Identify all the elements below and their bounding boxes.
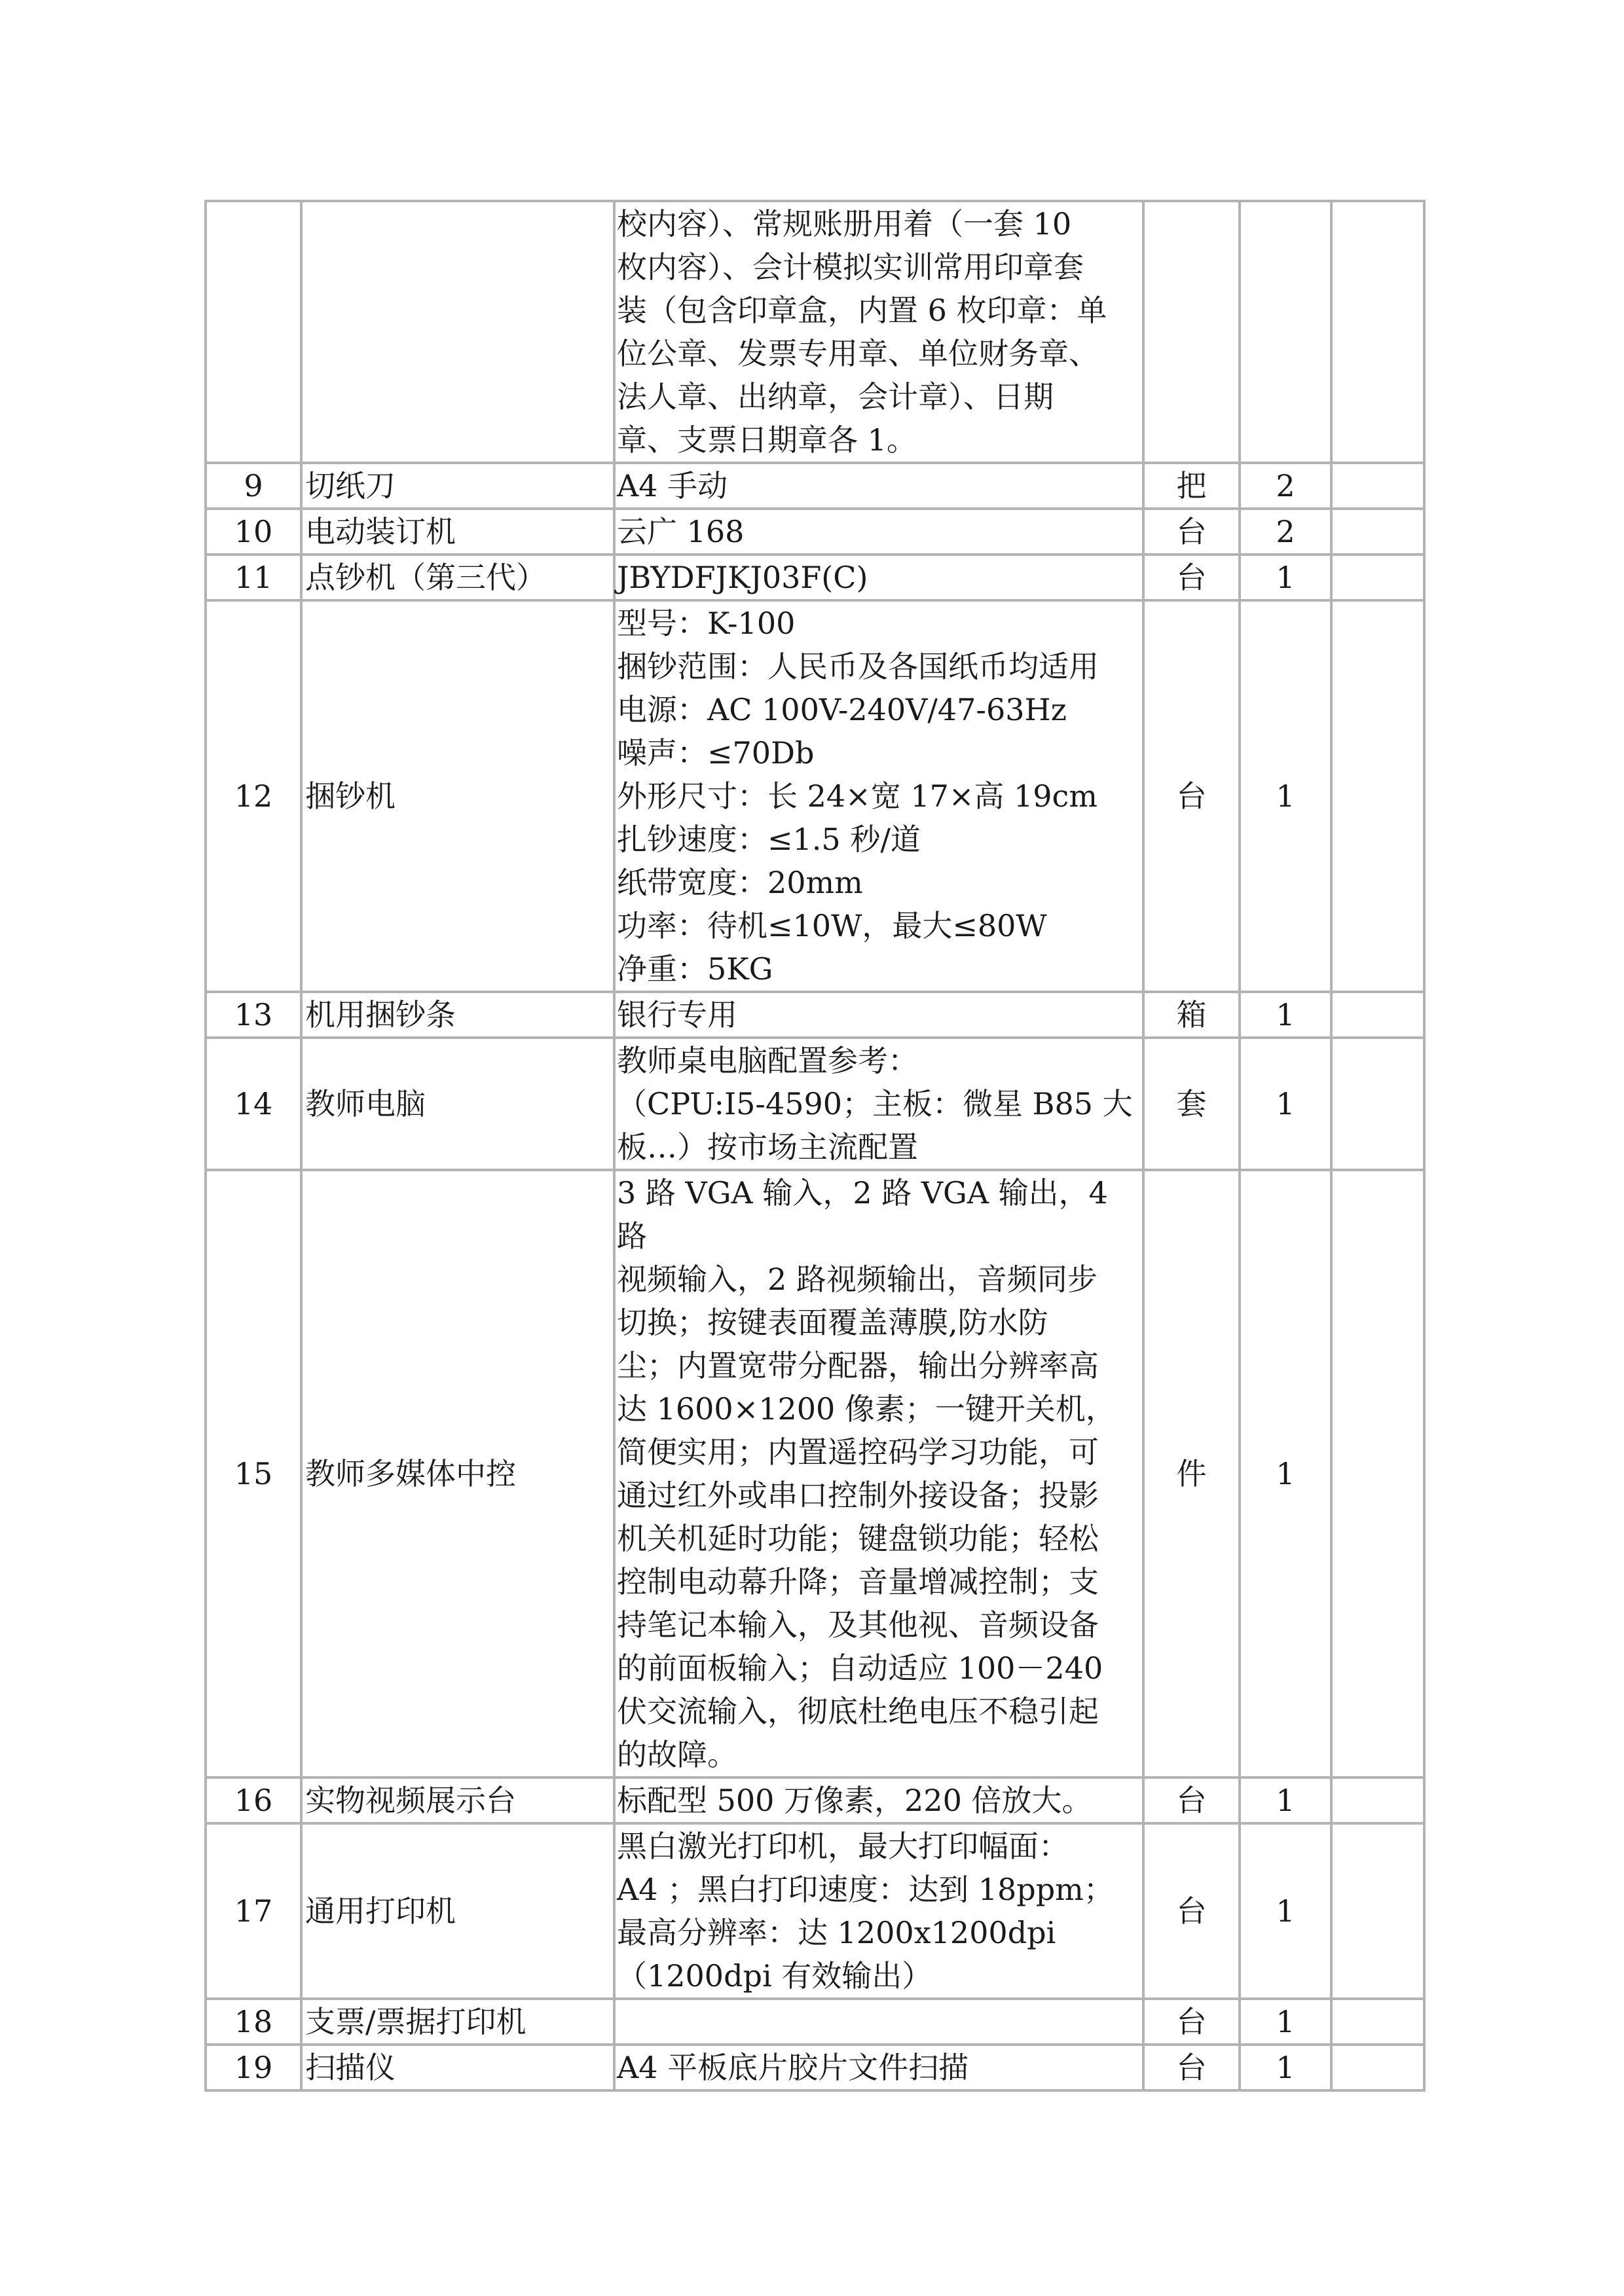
item-number-cell: 19 bbox=[206, 2045, 301, 2090]
spec-line: 枚内容）、会计模拟实训常用印章套 bbox=[617, 249, 1084, 285]
item-remark-cell bbox=[1331, 1999, 1424, 2045]
spec-line: 章、支票日期章各 1。 bbox=[617, 422, 917, 458]
item-name-cell: 扫描仪 bbox=[301, 2045, 614, 2090]
item-unit-cell: 把 bbox=[1143, 463, 1240, 509]
table-row bbox=[206, 1170, 1424, 1777]
item-number-cell: 11 bbox=[206, 555, 301, 600]
spec-line: 教师桌电脑配置参考： bbox=[617, 1043, 918, 1078]
item-remark-cell bbox=[1331, 463, 1424, 509]
table-row bbox=[206, 463, 1424, 509]
item-remark-cell bbox=[1331, 2045, 1424, 2090]
item-unit-cell: 台 bbox=[1143, 509, 1240, 555]
spec-line: 标配型 500 万像素，220 倍放大。 bbox=[617, 1783, 1092, 1818]
item-number-cell: 10 bbox=[206, 509, 301, 555]
item-spec-cell bbox=[614, 1823, 1143, 1999]
spec-line: 纸带宽度：20mm bbox=[617, 865, 863, 900]
spec-line: 持笔记本输入，及其他视、音频设备 bbox=[617, 1607, 1099, 1643]
item-spec-cell bbox=[614, 1038, 1143, 1170]
spec-line: JBYDFJKJ03F(C) bbox=[617, 560, 868, 595]
item-name-cell: 切纸刀 bbox=[301, 463, 614, 509]
table-row bbox=[206, 1777, 1424, 1823]
spec-line: 的故障。 bbox=[617, 1737, 737, 1772]
spec-line: 扎钞速度：≤1.5 秒/道 bbox=[617, 822, 921, 857]
item-spec-cell bbox=[614, 555, 1143, 600]
spec-line: 控制电动幕升降；音量增减控制；支 bbox=[617, 1564, 1099, 1599]
spec-line: 切换；按键表面覆盖薄膜,防水防 bbox=[617, 1305, 1048, 1340]
spec-line: 视频输入，2 路视频输出，音频同步 bbox=[617, 1262, 1098, 1297]
spec-line: 的前面板输入；自动适应 100－240 bbox=[617, 1650, 1103, 1686]
item-unit-cell: 台 bbox=[1143, 1823, 1240, 1999]
item-name-cell: 通用打印机 bbox=[301, 1823, 614, 1999]
spec-line: 机关机延时功能；键盘锁功能；轻松 bbox=[617, 1521, 1099, 1556]
table-row bbox=[206, 201, 1424, 463]
spec-line: 伏交流输入，彻底杜绝电压不稳引起 bbox=[617, 1694, 1099, 1729]
item-spec-cell bbox=[614, 509, 1143, 555]
item-number-cell: 16 bbox=[206, 1777, 301, 1823]
table-row bbox=[206, 555, 1424, 600]
item-number-cell bbox=[206, 201, 301, 463]
item-spec-cell bbox=[614, 992, 1143, 1038]
item-number-cell: 15 bbox=[206, 1170, 301, 1777]
spec-line: 装（包含印章盒，内置 6 枚印章：单 bbox=[617, 293, 1107, 328]
spec-line: 噪声：≤70Db bbox=[617, 735, 815, 771]
spec-line: 板…）按市场主流配置 bbox=[617, 1129, 918, 1165]
spec-line: A4 平板底片胶片文件扫描 bbox=[617, 2050, 969, 2085]
item-spec-cell bbox=[614, 600, 1143, 992]
spec-line: （CPU:I5-4590；主板：微星 B85 大 bbox=[617, 1086, 1133, 1121]
document-page bbox=[204, 200, 1423, 2092]
item-quantity-cell: 2 bbox=[1240, 463, 1331, 509]
spec-line: 法人章、出纳章，会计章）、日期 bbox=[617, 379, 1054, 414]
item-quantity-cell: 1 bbox=[1240, 1999, 1331, 2045]
item-spec-cell bbox=[614, 1999, 1143, 2045]
item-number-cell: 17 bbox=[206, 1823, 301, 1999]
item-remark-cell bbox=[1331, 1038, 1424, 1170]
equipment-table bbox=[204, 200, 1426, 2092]
spec-line: 净重：5KG bbox=[617, 951, 773, 987]
spec-line: 达 1600×1200 像素；一键开关机， bbox=[617, 1391, 1116, 1427]
spec-line: 型号：K-100 bbox=[617, 606, 796, 641]
item-quantity-cell: 1 bbox=[1240, 1823, 1331, 1999]
item-spec-cell bbox=[614, 2045, 1143, 2090]
item-name-cell: 电动装订机 bbox=[301, 509, 614, 555]
item-unit-cell: 台 bbox=[1143, 2045, 1240, 2090]
spec-line: 外形尺寸：长 24×宽 17×高 19cm bbox=[617, 778, 1098, 814]
table-row bbox=[206, 992, 1424, 1038]
item-unit-cell: 套 bbox=[1143, 1038, 1240, 1170]
item-remark-cell bbox=[1331, 555, 1424, 600]
item-spec-cell bbox=[614, 1777, 1143, 1823]
item-unit-cell: 台 bbox=[1143, 1999, 1240, 2045]
item-quantity-cell: 1 bbox=[1240, 1777, 1331, 1823]
table-row bbox=[206, 2045, 1424, 2090]
spec-line: 尘；内置宽带分配器，输出分辨率高 bbox=[617, 1348, 1099, 1383]
table-row bbox=[206, 1999, 1424, 2045]
spec-line: 电源：AC 100V-240V/47-63Hz bbox=[617, 692, 1067, 727]
spec-line: （1200dpi 有效输出） bbox=[617, 1958, 932, 1994]
item-unit-cell: 件 bbox=[1143, 1170, 1240, 1777]
item-quantity-cell: 1 bbox=[1240, 2045, 1331, 2090]
item-name-cell: 教师多媒体中控 bbox=[301, 1170, 614, 1777]
spec-line: 简便实用；内置遥控码学习功能，可 bbox=[617, 1434, 1099, 1470]
item-number-cell: 18 bbox=[206, 1999, 301, 2045]
item-remark-cell bbox=[1331, 509, 1424, 555]
spec-line: 黑白激光打印机，最大打印幅面： bbox=[617, 1829, 1069, 1864]
table-row bbox=[206, 1823, 1424, 1999]
item-remark-cell bbox=[1331, 600, 1424, 992]
spec-line: 捆钞范围：人民币及各国纸币均适用 bbox=[617, 649, 1099, 684]
item-name-cell: 教师电脑 bbox=[301, 1038, 614, 1170]
item-name-cell: 实物视频展示台 bbox=[301, 1777, 614, 1823]
item-name-cell: 点钞机（第三代） bbox=[301, 555, 614, 600]
table-row bbox=[206, 1038, 1424, 1170]
item-number-cell: 12 bbox=[206, 600, 301, 992]
item-name-cell: 支票/票据打印机 bbox=[301, 1999, 614, 2045]
item-quantity-cell bbox=[1240, 201, 1331, 463]
spec-line: 校内容）、常规账册用着（一套 10 bbox=[617, 206, 1072, 242]
item-number-cell: 9 bbox=[206, 463, 301, 509]
item-remark-cell bbox=[1331, 1823, 1424, 1999]
item-name-cell: 捆钞机 bbox=[301, 600, 614, 992]
spec-line: 3 路 VGA 输入，2 路 VGA 输出，4 路 bbox=[617, 1175, 1108, 1254]
item-remark-cell bbox=[1331, 1777, 1424, 1823]
item-unit-cell: 台 bbox=[1143, 1777, 1240, 1823]
item-quantity-cell: 1 bbox=[1240, 992, 1331, 1038]
spec-line: 位公章、发票专用章、单位财务章、 bbox=[617, 336, 1099, 371]
spec-line: 通过红外或串口控制外接设备；投影 bbox=[617, 1478, 1099, 1513]
table-row bbox=[206, 509, 1424, 555]
spec-line: 最高分辨率：达 1200x1200dpi bbox=[617, 1915, 1056, 1950]
spec-line: A4 ；黑白打印速度：达到 18ppm； bbox=[617, 1872, 1114, 1907]
item-remark-cell bbox=[1331, 201, 1424, 463]
item-name-cell bbox=[301, 201, 614, 463]
item-number-cell: 13 bbox=[206, 992, 301, 1038]
item-unit-cell: 台 bbox=[1143, 600, 1240, 992]
item-quantity-cell: 1 bbox=[1240, 1170, 1331, 1777]
item-quantity-cell: 1 bbox=[1240, 600, 1331, 992]
item-unit-cell: 台 bbox=[1143, 555, 1240, 600]
item-name-cell: 机用捆钞条 bbox=[301, 992, 614, 1038]
spec-line: 功率：待机≤10W，最大≤80W bbox=[617, 908, 1047, 943]
item-remark-cell bbox=[1331, 992, 1424, 1038]
spec-line: A4 手动 bbox=[617, 468, 728, 503]
item-quantity-cell: 1 bbox=[1240, 1038, 1331, 1170]
item-quantity-cell: 2 bbox=[1240, 509, 1331, 555]
item-spec-cell bbox=[614, 201, 1143, 463]
item-unit-cell bbox=[1143, 201, 1240, 463]
table-row bbox=[206, 600, 1424, 992]
item-spec-cell bbox=[614, 1170, 1143, 1777]
spec-line: 银行专用 bbox=[617, 997, 737, 1032]
equipment-table-body bbox=[206, 201, 1424, 2090]
item-unit-cell: 箱 bbox=[1143, 992, 1240, 1038]
item-number-cell: 14 bbox=[206, 1038, 301, 1170]
item-remark-cell bbox=[1331, 1170, 1424, 1777]
spec-line: 云广 168 bbox=[617, 514, 745, 549]
item-quantity-cell: 1 bbox=[1240, 555, 1331, 600]
item-spec-cell bbox=[614, 463, 1143, 509]
